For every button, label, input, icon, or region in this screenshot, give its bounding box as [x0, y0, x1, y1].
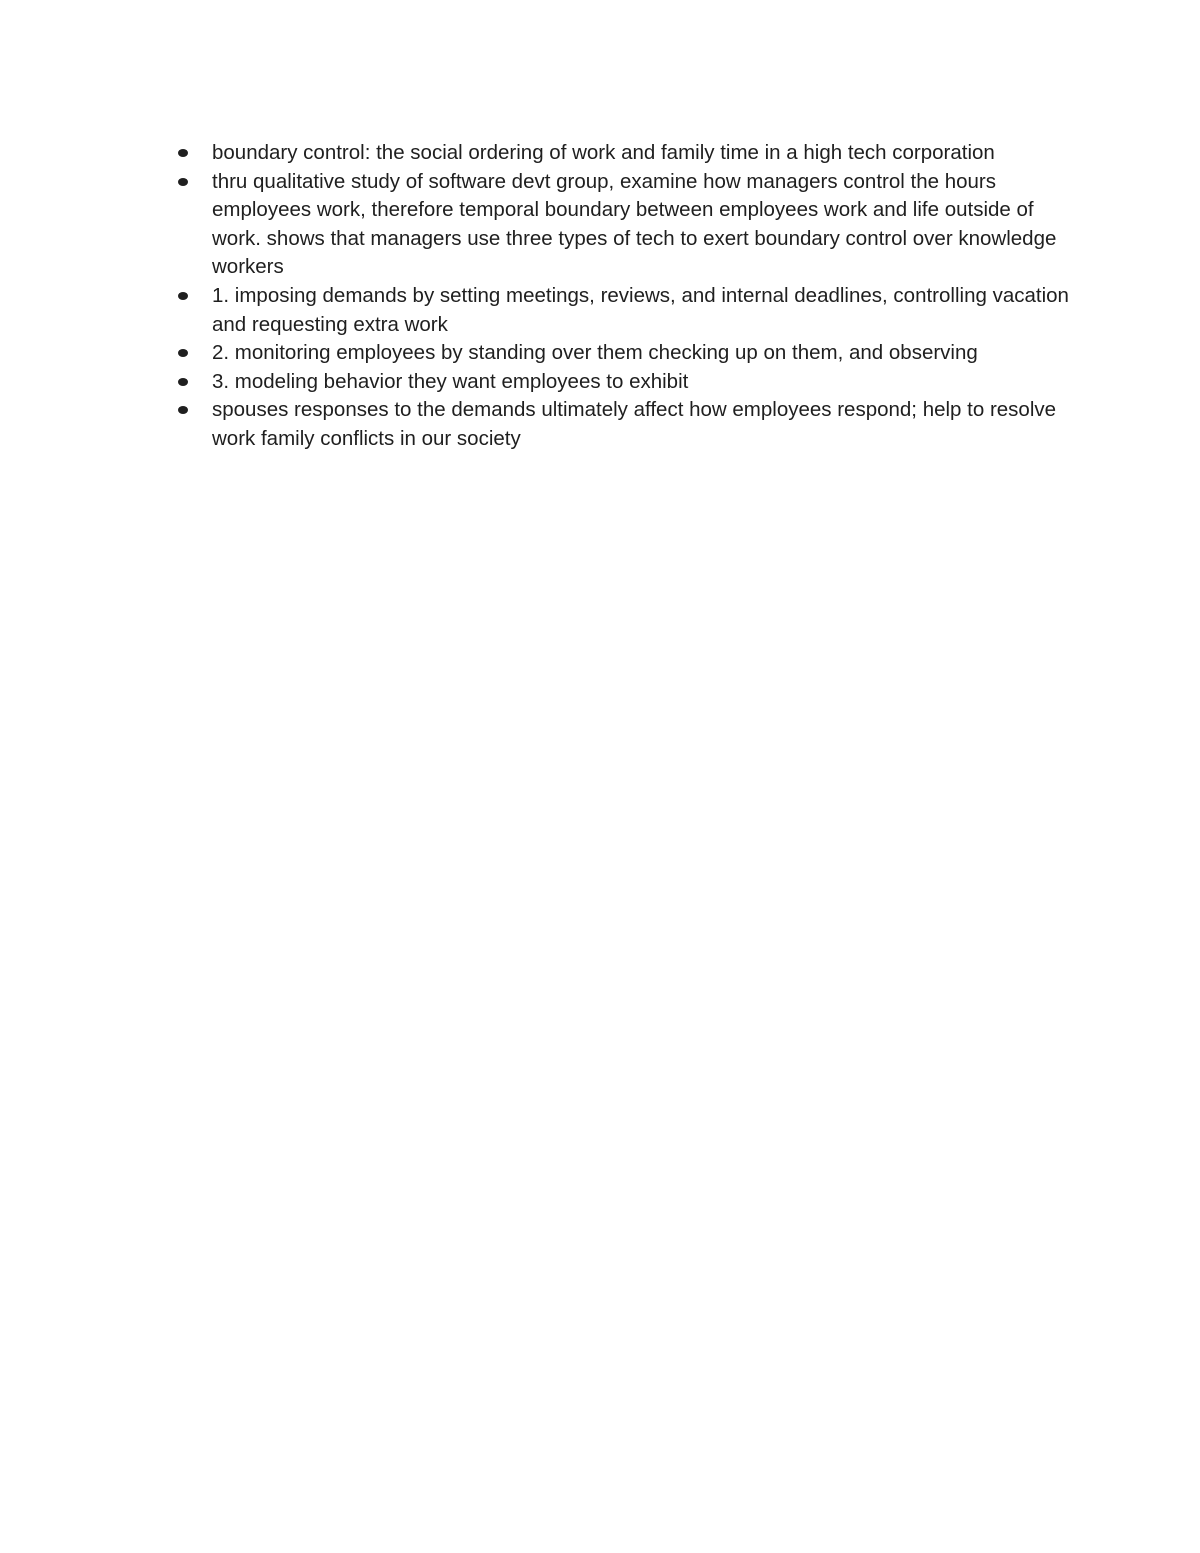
bullet-icon	[178, 378, 188, 386]
list-item-text: 3. modeling behavior they want employees to exhibit	[212, 369, 689, 393]
bullet-icon	[178, 349, 188, 357]
list-item-text: 2. monitoring employees by standing over them checking up on them, and observing	[212, 341, 978, 365]
list-item-text: spouses responses to the demands ultimately affect how employees respond; help to resolve work family conflicts in our society	[212, 398, 1057, 450]
bullet-list	[170, 139, 1070, 454]
bullet-icon	[178, 178, 188, 186]
list-item	[170, 339, 1070, 368]
list-item	[170, 168, 1070, 282]
bullet-icon	[178, 149, 188, 157]
bullet-icon	[178, 406, 188, 414]
list-item	[170, 396, 1070, 453]
list-item-text: 1. imposing demands by setting meetings, reviews, and internal deadlines, controlling vacation and requesting extra work	[212, 283, 1069, 336]
list-item-text: thru qualitative study of software devt group, examine how managers control the hours employees work, therefore temporal boundary between employees work and life outside of work. shows that managers use three types of tech to exert boundary control over knowledge workers	[212, 169, 1057, 279]
bullet-icon	[178, 292, 188, 300]
list-item-text: boundary control: the social ordering of work and family time in a high tech corporation	[212, 141, 995, 164]
list-item	[170, 139, 1070, 168]
list-item	[170, 368, 1070, 397]
list-item	[170, 282, 1070, 339]
